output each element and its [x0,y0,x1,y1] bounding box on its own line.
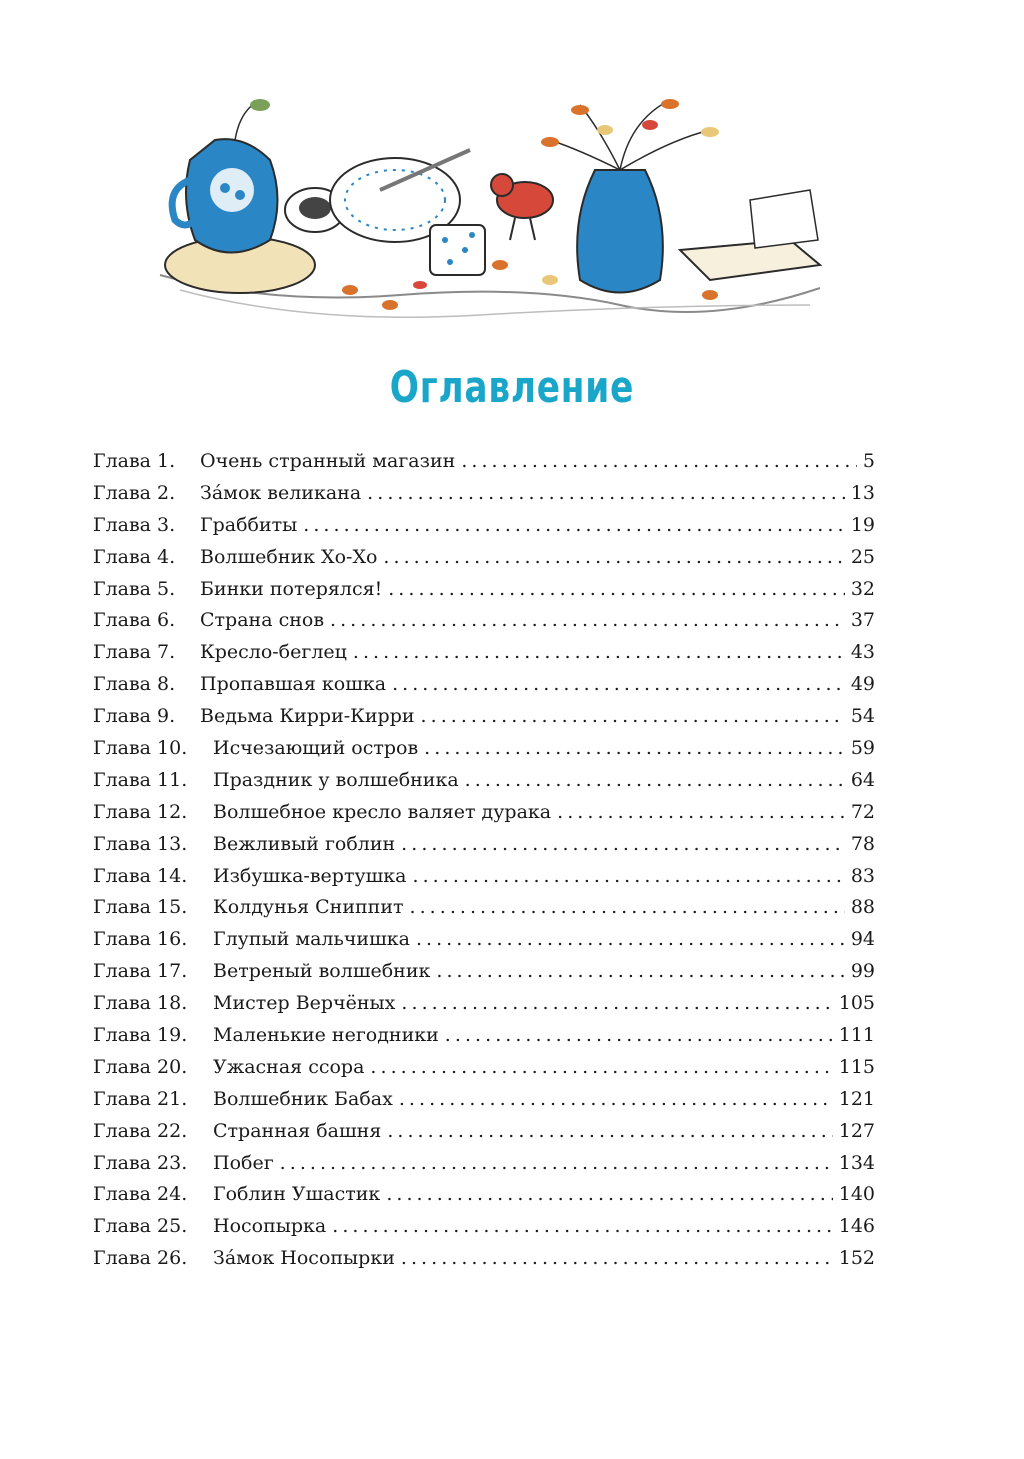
dot-leader [280,1152,833,1174]
chapter-number: Глава 11. [93,768,188,791]
dot-leader [401,992,832,1014]
toc-entry [93,769,875,801]
dot-leader [392,673,845,695]
chapter-title: Вежливый гоблин [213,832,396,855]
chapter-title: Пропавшая кошка [200,673,387,696]
chapter-number: Глава 21. [93,1087,188,1110]
chapter-number: Глава 19. [93,1024,188,1047]
toc-entry [93,865,875,897]
page-number: 127 [838,1119,875,1142]
page-number: 140 [838,1183,875,1206]
chapter-number: Глава 10. [93,737,188,760]
page-number: 43 [850,641,875,664]
chapter-number: Глава 9. [93,705,176,728]
chapter-number: Глава 13. [93,832,188,855]
chapter-title: Маленькие негодники [213,1024,439,1047]
chapter-title: Страна снов [200,609,325,632]
chapter-number: Глава 20. [93,1055,188,1078]
chapter-title: Волшебное кресло валяет дурака [213,800,552,823]
dot-leader [436,960,844,982]
dot-leader [461,450,857,472]
toc-entry [93,1024,875,1056]
dot-leader [303,514,845,536]
toc-entry [93,705,875,737]
dot-leader [401,833,845,855]
toc-entry [93,578,875,610]
chapter-title: Колдунья Сниппит [213,896,404,919]
toc-entry [93,1120,875,1152]
page-number: 134 [838,1151,875,1174]
page-number: 94 [850,928,875,951]
chapter-number: Глава 23. [93,1151,188,1174]
dot-leader [386,1183,832,1205]
chapter-number: Глава 17. [93,960,188,983]
still-life-illustration [150,90,830,345]
toc-entry [93,450,875,482]
dot-leader [424,737,845,759]
page-number: 78 [850,832,875,855]
chapter-title: Странная башня [213,1119,382,1142]
dot-leader [465,769,845,791]
chapter-title: Волшебник Хо-Хо [200,545,378,568]
chapter-number: Глава 18. [93,992,188,1015]
page-number: 72 [850,800,875,823]
chapter-number: Глава 22. [93,1119,188,1142]
chapter-title: Носопырка [213,1215,327,1238]
page-number: 19 [850,513,875,536]
toc-entry [93,1088,875,1120]
toc-entry [93,928,875,960]
dot-leader [399,1088,833,1110]
dot-leader [330,609,845,631]
toc-entry [93,896,875,928]
chapter-number: Глава 26. [93,1247,188,1270]
toc-entry [93,609,875,641]
toc-entry [93,482,875,514]
page-number: 88 [850,896,875,919]
dot-leader [388,578,845,600]
page-number: 13 [850,481,875,504]
chapter-number: Глава 14. [93,864,188,887]
page-number: 25 [850,545,875,568]
page-number: 54 [850,705,875,728]
chapter-number: Глава 15. [93,896,188,919]
chapter-number: Глава 7. [93,641,176,664]
toc-entry [93,833,875,865]
toc-entry [93,1152,875,1184]
page-number: 115 [838,1055,875,1078]
chapter-title: Волшебник Бабах [213,1087,393,1110]
toc-entry [93,737,875,769]
chapter-title: Ведьма Кирри-Кирри [200,705,415,728]
chapter-number: Глава 8. [93,673,176,696]
chapter-number: Глава 24. [93,1183,188,1206]
dot-leader [401,1247,833,1269]
chapter-title: За́мок Носопырки [213,1247,395,1270]
toc-entry [93,514,875,546]
page-number: 146 [838,1215,875,1238]
chapter-number: Глава 6. [93,609,176,632]
page-number: 105 [838,992,875,1015]
page-number: 37 [850,609,875,632]
dot-leader [421,705,845,727]
chapter-title: Ветреный волшебник [213,960,431,983]
dot-leader [410,896,845,918]
chapter-number: Глава 1. [93,450,176,472]
dot-leader [370,1056,832,1078]
dot-leader [383,546,844,568]
page-number: 121 [838,1087,875,1110]
dot-leader [445,1024,833,1046]
dot-leader [367,482,845,504]
chapter-title: Исчезающий остров [213,737,419,760]
toc-entry [93,1247,875,1279]
chapter-title: Мистер Верчёных [213,992,396,1015]
chapter-number: Глава 3. [93,513,176,536]
page-number: 152 [838,1247,875,1270]
chapter-title: Гоблин Ушастик [213,1183,381,1206]
dot-leader [413,865,845,887]
chapter-title: Глупый мальчишка [213,928,410,951]
chapter-number: Глава 16. [93,928,188,951]
page-number: 32 [850,577,875,600]
page-number: 64 [850,768,875,791]
chapter-number: Глава 4. [93,545,176,568]
dot-leader [416,928,845,950]
dot-leader [557,801,845,823]
toc-entry [93,992,875,1024]
page-number: 99 [850,960,875,983]
chapter-title: Избушка-вертушка [213,864,407,887]
table-of-contents [93,450,875,1279]
dot-leader [353,641,845,663]
chapter-number: Глава 2. [93,481,176,504]
dot-leader [387,1120,832,1142]
page-number: 59 [850,737,875,760]
chapter-title: Граббиты [200,513,298,536]
page-number: 83 [850,864,875,887]
toc-entry [93,673,875,705]
dot-leader [332,1215,832,1237]
toc-entry [93,1215,875,1247]
chapter-number: Глава 25. [93,1215,188,1238]
toc-entry [93,641,875,673]
page-title: Оглавление [389,362,635,413]
toc-entry [93,801,875,833]
chapter-title: Праздник у волшебника [213,768,459,791]
toc-entry [93,960,875,992]
chapter-number: Глава 12. [93,800,188,823]
chapter-title: За́мок великана [200,481,362,504]
toc-entry [93,1183,875,1215]
chapter-number: Глава 5. [93,577,176,600]
toc-entry [93,1056,875,1088]
page-number: 5 [862,450,875,472]
chapter-title: Бинки потерялся! [200,577,383,600]
chapter-title: Ужасная ссора [213,1055,365,1078]
page-number: 111 [838,1024,875,1047]
chapter-title: Очень странный магазин [200,450,456,472]
chapter-title: Кресло-беглец [200,641,347,664]
page-number: 49 [850,673,875,696]
toc-entry [93,546,875,578]
chapter-title: Побег [213,1151,274,1174]
